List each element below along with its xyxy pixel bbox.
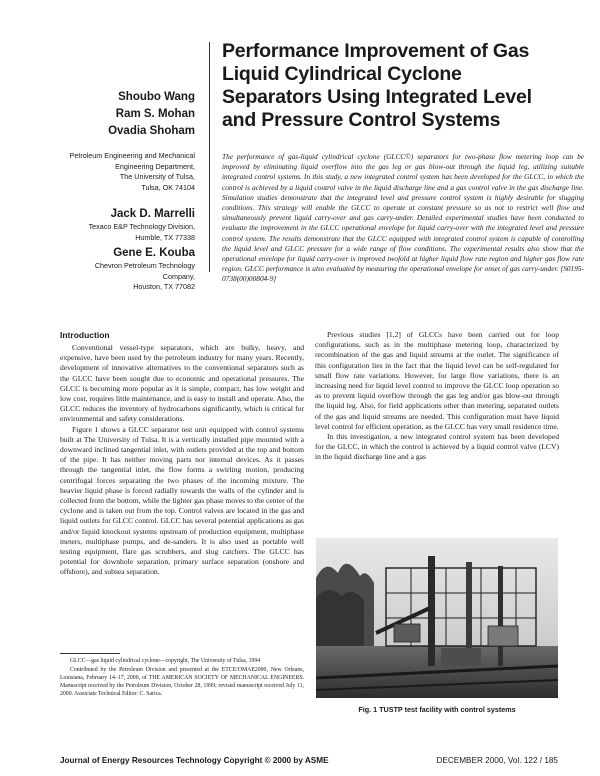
paragraph: Conventional vessel-type separators, which are bulky, heavy, and expensive, have been used by the petroleum industry for many years. Recently, development of innovative alternatives to the conventional separators such as the GLCC have been sought due to economic and operational pressures. The GLCC is becoming more popular as it is simple, compact, has low weight and low cost, requires little maintenance, and is easy to install and operate. Also, the GLCC reduces the inventory of hydrocarbons significantly, which is critical for environmental and safety considerations. — [60, 343, 304, 424]
author-name: Ovadia Shoham — [108, 125, 195, 137]
paragraph: Figure 1 shows a GLCC separator test unit equipped with control systems built at The University of Tulsa. It is a vertically installed pipe mounted with a downward inclined tangential inlet, with outlets provided at the top and bottom of the pipe. It has neither moving parts nor internal devices. As it passes through the tangential inlet, the flow forms a swirling motion, producing centrifugal forces separating the two phases of the incoming mixture. The heavier liquid phase is forced radially towards the walls of the cylinder and is collected from the bottom, while the lighter gas phase moves to the center of the cyclone and is taken out from the top. Control valves are located in the gas and liquid outlets for GLCC control. GLCC has several potential applications as gas and/or liquid knockout systems upstream of production equipment, multiphase meters, multiphase pumps, and de-sanders. It is also used as portable well testing equipment, flare gas scrubbers, and slug catchers. The GLCC has potential for downhole separation, primary surface separation (onshore and offshore), and subsea separation. — [60, 424, 304, 577]
body-column-right — [315, 330, 559, 463]
figure-caption: Fig. 1 TUSTP test facility with control systems — [358, 705, 516, 714]
author-name: Jack D. Marrelli — [110, 208, 195, 220]
abstract: The performance of gas-liquid cylindrical cyclone (GLCC©) separators for two-phase flow metering loop can be improved by eliminating liquid overflow into the gas leg or gas blow-out through the liquid leg, utilizing suitable integrated control systems. In this study, a new integrated control system has been developed for the GLCC, in which the control is achieved by a liquid control valve in the liquid discharge line and a gas control valve in the gas discharge line. Simulation studies demonstrate that the integrated level and pressure control system is highly desirable for slugging conditions. This strategy will enable the GLCC to operate at constant pressure so as not to restrict well flow and simultaneously prevent liquid carry-over and gas carry-under. Detailed experimental studies have been conducted to evaluate the improvement in the GLCC operational envelope for liquid carry-over with the integrated level and pressure control system. The results demonstrate that the GLCC equipped with integrated control system is capable of controlling the liquid level and GLCC pressure for a wide range of flow conditions. The experimental results also show that the operational envelope for liquid carry-over is improved twofold at higher liquid flow rate region and higher gas flow rate region. GLCC performance is also evaluated by measuring the operational envelope for onset of gas carry-under. [S0195-0738(00)00804-9] — [222, 152, 584, 284]
test-facility-photo — [316, 538, 558, 698]
affiliation-line: Texaco E&P Technology Division, — [88, 222, 195, 231]
journal-footer: Journal of Energy Resources Technology Copyright © 2000 by ASME — [60, 756, 329, 765]
title-divider-rule — [209, 42, 210, 272]
footnotes — [60, 657, 304, 699]
footnote: Contributed by the Petroleum Division and presented at the ETCE/OMAE2000, New Orleans, Louisiana, February 14–17, 2000, of THE AMERICAN SOCIETY OF MECHANICAL ENGINEERS. Manuscript received by the Petroleum Division, October 28, 1999; revised manuscript received July 11, 2000. Associate Technical Editor: C. Sarica. — [60, 667, 304, 697]
title-line: Separators Using Integrated Level — [222, 86, 532, 108]
author-name: Ram S. Mohan — [115, 108, 195, 120]
affiliation-line: Engineering Department, — [115, 161, 195, 171]
affiliation-line: Houston, TX 77082 — [133, 282, 195, 291]
affiliation-line: Petroleum Engineering and Mechanical — [69, 151, 195, 160]
author-affiliation — [65, 222, 195, 243]
title-line: and Pressure Control Systems — [222, 109, 501, 131]
page-info-footer: DECEMBER 2000, Vol. 122 / 185 — [436, 756, 558, 765]
affiliation-line: Humble, TX 77338 — [135, 232, 195, 242]
paper-title — [222, 40, 582, 132]
author-name: Shoubo Wang — [118, 91, 195, 103]
affiliation-line: Tulsa, OK 74104 — [141, 182, 195, 192]
footnote-rule — [60, 653, 120, 654]
author-name: Gene E. Kouba — [113, 247, 195, 259]
section-heading: Introduction — [60, 330, 110, 340]
affiliation-line: The University of Tulsa, — [119, 172, 195, 181]
affiliation-line: Chevron Petroleum Technology Company, — [94, 261, 195, 281]
footnote: GLCC—gas liquid cylindrical cyclone—copyright, The University of Tulsa, 1994 — [70, 658, 261, 664]
author-affiliation — [65, 261, 195, 293]
figure-photo — [316, 538, 558, 698]
title-line: Liquid Cylindrical Cyclone — [222, 63, 462, 85]
title-line: Performance Improvement of Gas — [222, 40, 530, 62]
paragraph: Previous studies [1,2] of GLCCs have been carried out for loop configurations, such as in the multiphase metering loop, characterized by recombination of the gas and liquid streams at the outlet. The significance of this configuration lies in the fact that the liquid level can be self-regulated for small flow rate variations. However, for large flow variations, there is an increasing need for liquid level control to improve the GLCC loop operation so as to prevent liquid overflow through the gas leg and/or gas blow-out through the liquid leg. Also, for field applications other than metering, separated outlets of the gas and liquid streams are needed. This configuration must have liquid level control for efficient operation, as the GLCC has very small residence time. — [315, 330, 559, 431]
paragraph: In this investigation, a new integrated control system has been developed for the GLCC, in which the control is achieved by a liquid control valve (LCV) in the liquid discharge line and a gas — [315, 432, 559, 462]
body-column-left — [60, 343, 304, 578]
author-affiliation — [65, 151, 195, 193]
